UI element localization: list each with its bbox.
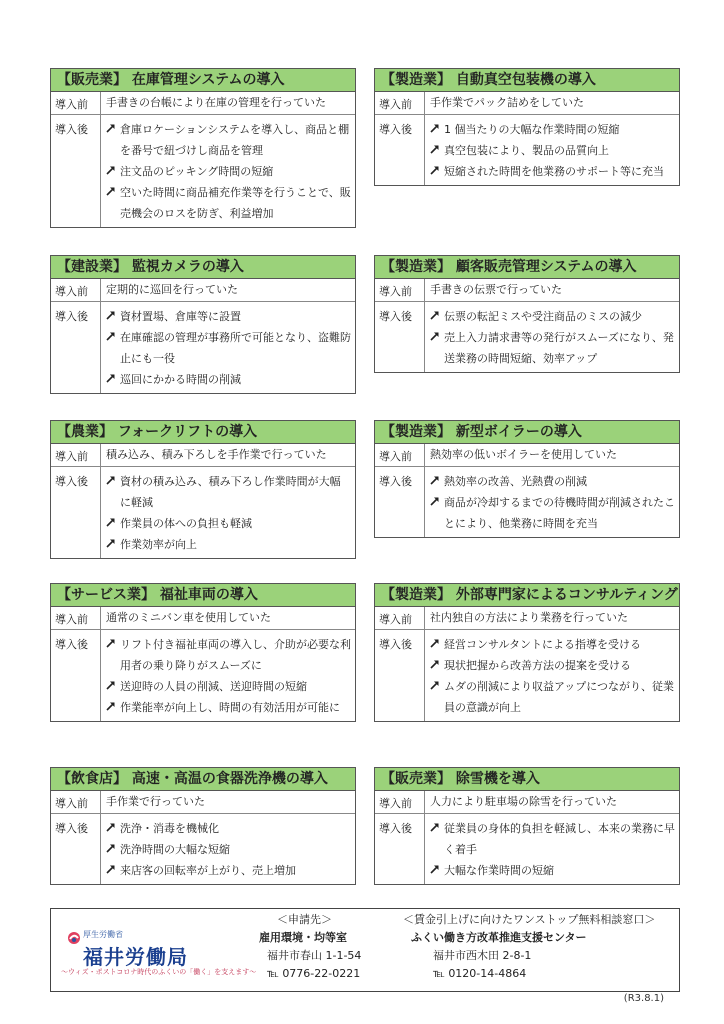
arrow-up-right-icon xyxy=(106,676,120,697)
consult-heading: ＜賃金引上げに向けたワンストップ無料相談窓口＞ xyxy=(403,913,656,926)
arrow-up-right-icon xyxy=(430,161,444,182)
case-card xyxy=(374,420,680,538)
case-title: 【サービス業】 福祉車両の導入 xyxy=(51,584,355,607)
case-card xyxy=(50,420,356,559)
before-label: 導入前 xyxy=(51,607,101,629)
before-row xyxy=(375,92,679,115)
arrow-up-right-icon xyxy=(106,839,120,860)
after-item: 大幅な作業時間の短縮 xyxy=(430,860,675,881)
arrow-up-right-icon xyxy=(106,327,120,369)
after-list xyxy=(425,302,679,372)
after-item: ムダの削減により収益アップにつながり、従業員の意識が向上 xyxy=(430,676,675,718)
before-label: 導入前 xyxy=(51,444,101,466)
after-row xyxy=(375,630,679,721)
after-item: 従業員の身体的負担を軽減し、本来の業務に早く着手 xyxy=(430,818,675,860)
after-item: 空いた時間に商品補充作業等を行うことで、販売機会のロスを防ぎ、利益増加 xyxy=(106,182,351,224)
arrow-up-right-icon xyxy=(106,697,120,718)
arrow-up-right-icon xyxy=(106,818,120,839)
case-title: 【製造業】 新型ボイラーの導入 xyxy=(375,421,679,444)
consult-address: 福井市西木田 2-8-1 xyxy=(433,949,532,962)
after-label: 導入後 xyxy=(375,115,425,185)
after-list xyxy=(101,467,355,558)
after-list xyxy=(101,814,355,884)
apply-address: 福井市春山 1-1-54 xyxy=(267,949,362,962)
arrow-up-right-icon xyxy=(430,818,444,860)
case-card xyxy=(374,255,680,373)
before-text: 熱効率の低いボイラーを使用していた xyxy=(430,448,617,461)
case-card xyxy=(50,767,356,885)
case-title: 【販売業】 在庫管理システムの導入 xyxy=(51,69,355,92)
before-text: 手作業でパック詰めをしていた xyxy=(430,96,584,109)
after-item: 資材の積み込み、積み下ろし作業時間が大幅に軽減 xyxy=(106,471,351,513)
after-list xyxy=(425,630,679,721)
before-label: 導入前 xyxy=(375,791,425,813)
before-label: 導入前 xyxy=(375,444,425,466)
after-label: 導入後 xyxy=(51,630,101,721)
after-item: 売上入力請求書等の発行がスムーズになり、発送業務の時間短縮、効率アップ xyxy=(430,327,675,369)
consult-contact xyxy=(403,911,655,983)
after-list xyxy=(101,302,355,393)
after-label: 導入後 xyxy=(375,814,425,884)
ministry-mark-icon xyxy=(67,931,81,945)
before-label: 導入前 xyxy=(51,279,101,301)
consult-phone: ℡ 0120-14-4864 xyxy=(433,967,527,980)
after-item: 洗浄時間の大幅な短縮 xyxy=(106,839,351,860)
before-text: 人力により駐車場の除雪を行っていた xyxy=(430,795,617,808)
ministry-name: 厚生労働省 xyxy=(83,930,123,939)
before-label: 導入前 xyxy=(51,92,101,114)
before-label: 導入前 xyxy=(375,607,425,629)
case-card xyxy=(50,583,356,722)
after-item: リフト付き福祉車両の導入し、介助が必要な利用者の乗り降りがスムーズに xyxy=(106,634,351,676)
bureau-tagline: ～ウィズ・ポストコロナ時代のふくいの「働く」を支えます～ xyxy=(61,968,257,976)
case-title: 【製造業】 自動真空包装機の導入 xyxy=(375,69,679,92)
bureau-name: 福井労働局 xyxy=(83,945,188,969)
after-item: 経営コンサルタントによる指導を受ける xyxy=(430,634,675,655)
after-item: 倉庫ロケーションシステムを導入し、商品と棚を番号で紐づけし商品を管理 xyxy=(106,119,351,161)
after-item: 作業能率が向上し、時間の有効活用が可能に xyxy=(106,697,351,718)
arrow-up-right-icon xyxy=(430,634,444,655)
after-item: 来店客の回転率が上がり、売上増加 xyxy=(106,860,351,881)
arrow-up-right-icon xyxy=(430,492,444,534)
before-label: 導入前 xyxy=(51,791,101,813)
after-item: 在庫確認の管理が事務所で可能となり、盗難防止にも一役 xyxy=(106,327,351,369)
case-title: 【建設業】 監視カメラの導入 xyxy=(51,256,355,279)
arrow-up-right-icon xyxy=(430,676,444,718)
arrow-up-right-icon xyxy=(106,634,120,676)
after-item: 作業効率が向上 xyxy=(106,534,351,555)
before-text: 社内独自の方法により業務を行っていた xyxy=(430,611,628,624)
arrow-up-right-icon xyxy=(430,471,444,492)
after-item: 現状把握から改善方法の提案を受ける xyxy=(430,655,675,676)
after-label: 導入後 xyxy=(375,630,425,721)
arrow-up-right-icon xyxy=(430,327,444,369)
case-card xyxy=(374,583,680,722)
after-label: 導入後 xyxy=(51,115,101,227)
after-list xyxy=(101,115,355,227)
after-item: 伝票の転記ミスや受注商品のミスの減少 xyxy=(430,306,675,327)
before-label: 導入前 xyxy=(375,92,425,114)
after-row xyxy=(375,302,679,372)
after-label: 導入後 xyxy=(375,302,425,372)
case-card xyxy=(374,68,680,186)
revision-date: (R3.8.1) xyxy=(623,993,664,1004)
after-item: 巡回にかかる時間の削減 xyxy=(106,369,351,390)
after-row xyxy=(51,630,355,721)
before-text: 手書きの伝票で行っていた xyxy=(430,283,562,296)
after-row xyxy=(51,115,355,227)
before-row xyxy=(51,791,355,814)
after-label: 導入後 xyxy=(51,467,101,558)
before-row xyxy=(375,607,679,630)
apply-heading: ＜申請先＞ xyxy=(277,913,332,926)
arrow-up-right-icon xyxy=(106,513,120,534)
arrow-up-right-icon xyxy=(106,182,120,224)
case-card xyxy=(50,255,356,394)
after-label: 導入後 xyxy=(51,814,101,884)
after-row xyxy=(375,467,679,537)
after-item: 作業員の体への負担も軽減 xyxy=(106,513,351,534)
after-row xyxy=(51,302,355,393)
after-item: 商品が冷却するまでの待機時間が削減されたことにより、他業務に時間を充当 xyxy=(430,492,675,534)
apply-contact xyxy=(259,911,361,983)
before-text: 手作業で行っていた xyxy=(106,795,205,808)
before-text: 積み込み、積み下ろしを手作業で行っていた xyxy=(106,448,327,461)
arrow-up-right-icon xyxy=(106,369,120,390)
case-title: 【飲食店】 高速・高温の食器洗浄機の導入 xyxy=(51,768,355,791)
arrow-up-right-icon xyxy=(430,306,444,327)
arrow-up-right-icon xyxy=(430,119,444,140)
case-title: 【製造業】 顧客販売管理システムの導入 xyxy=(375,256,679,279)
after-list xyxy=(425,814,679,884)
before-row xyxy=(51,279,355,302)
before-text: 手書きの台帳により在庫の管理を行っていた xyxy=(106,96,326,109)
after-row xyxy=(375,115,679,185)
after-item: 真空包装により、製品の品質向上 xyxy=(430,140,675,161)
arrow-up-right-icon xyxy=(106,534,120,555)
case-card xyxy=(374,767,680,885)
case-title: 【製造業】 外部専門家によるコンサルティング xyxy=(375,584,679,607)
after-list xyxy=(425,467,679,537)
arrow-up-right-icon xyxy=(106,306,120,327)
after-label: 導入後 xyxy=(51,302,101,393)
before-row xyxy=(51,92,355,115)
apply-phone: ℡ 0776-22-0221 xyxy=(267,967,361,980)
case-card xyxy=(50,68,356,228)
arrow-up-right-icon xyxy=(106,471,120,513)
after-item: 熱効率の改善、光熱費の削減 xyxy=(430,471,675,492)
arrow-up-right-icon xyxy=(106,119,120,161)
before-text: 定期的に巡回を行っていた xyxy=(106,283,238,296)
after-row xyxy=(51,467,355,558)
before-row xyxy=(51,444,355,467)
before-label: 導入前 xyxy=(375,279,425,301)
arrow-up-right-icon xyxy=(106,161,120,182)
after-item: 注文品のピッキング時間の短縮 xyxy=(106,161,351,182)
arrow-up-right-icon xyxy=(430,655,444,676)
arrow-up-right-icon xyxy=(430,140,444,161)
after-item: 1 個当たりの大幅な作業時間の短縮 xyxy=(430,119,675,140)
after-row xyxy=(51,814,355,884)
case-title: 【販売業】 除雪機を導入 xyxy=(375,768,679,791)
before-row xyxy=(375,791,679,814)
arrow-up-right-icon xyxy=(106,860,120,881)
apply-office-name: 雇用環境・均等室 xyxy=(259,931,347,944)
case-title: 【農業】 フォークリフトの導入 xyxy=(51,421,355,444)
after-item: 送迎時の人員の削減、送迎時間の短縮 xyxy=(106,676,351,697)
before-text: 通常のミニバン車を使用していた xyxy=(106,611,271,624)
before-row xyxy=(51,607,355,630)
after-row xyxy=(375,814,679,884)
after-list xyxy=(425,115,679,185)
consult-center-name: ふくい働き方改革推進支援センター xyxy=(411,931,587,944)
after-label: 導入後 xyxy=(375,467,425,537)
after-list xyxy=(101,630,355,721)
fukui-labor-bureau-logo xyxy=(61,921,257,981)
after-item: 資材置場、倉庫等に設置 xyxy=(106,306,351,327)
after-item: 洗浄・消毒を機械化 xyxy=(106,818,351,839)
contact-footer xyxy=(50,908,680,992)
after-item: 短縮された時間を他業務のサポート等に充当 xyxy=(430,161,675,182)
arrow-up-right-icon xyxy=(430,860,444,881)
before-row xyxy=(375,444,679,467)
before-row xyxy=(375,279,679,302)
